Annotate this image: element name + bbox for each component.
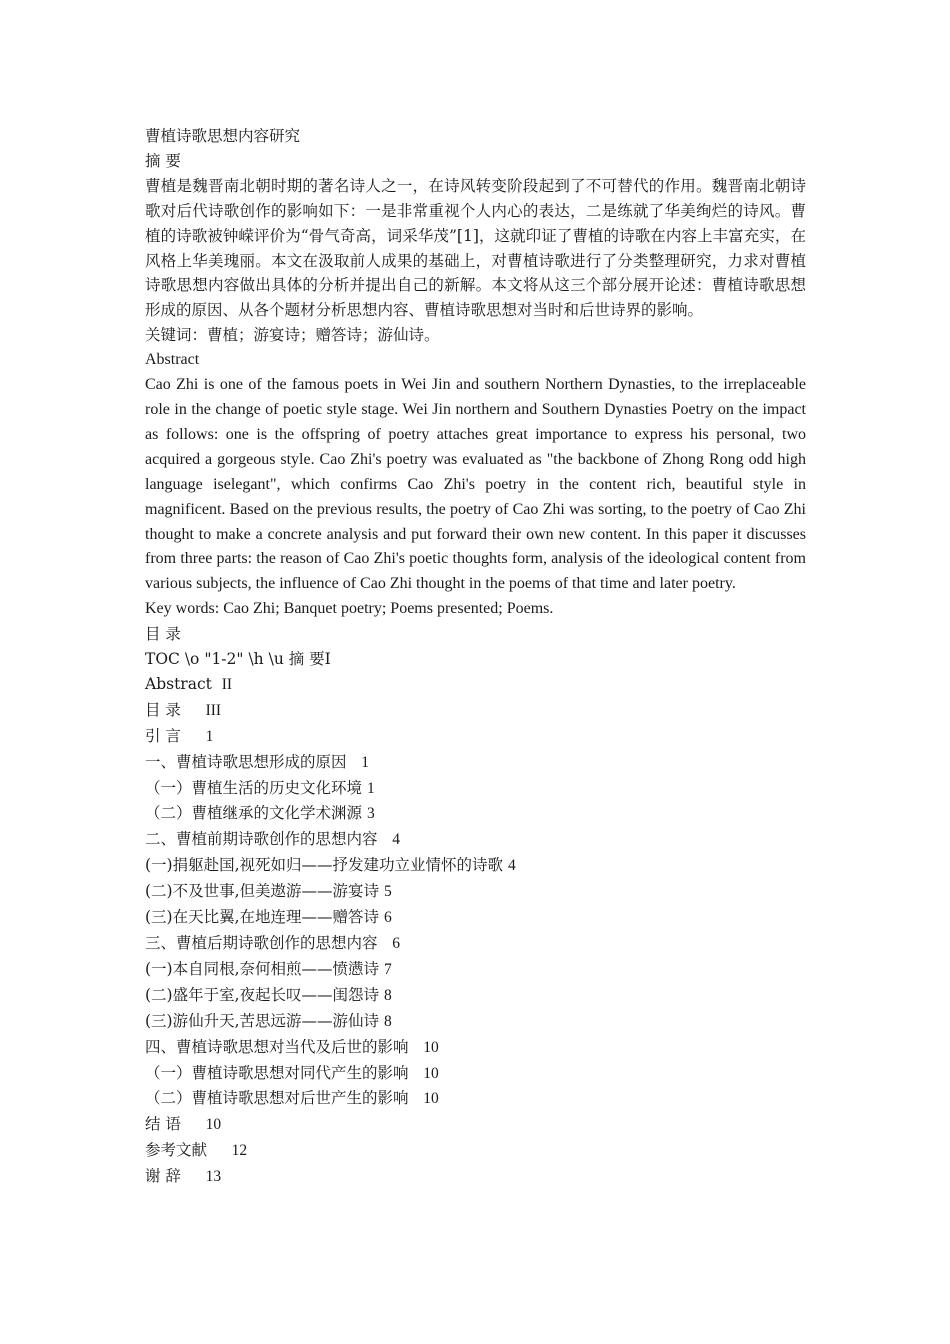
toc-entry-gap	[181, 701, 206, 719]
toc-entry-page-number: 6	[392, 935, 401, 952]
toc-entry-page-number: 10	[205, 1116, 222, 1134]
toc-entry[interactable]	[145, 879, 806, 905]
toc-entry[interactable]	[145, 931, 806, 957]
toc-entry-gap	[378, 830, 393, 848]
toc-entry-page-number: 13	[205, 1168, 222, 1186]
toc-entry-title: (三)在天比翼,在地连理——赠答诗	[145, 908, 380, 927]
toc-entry-title: （二）曹植诗歌思想对后世产生的影响	[145, 1089, 409, 1108]
toc-entry-title: (三)游仙升天,苦思远游——游仙诗	[145, 1011, 380, 1030]
toc-entry-page-number: 12	[231, 1142, 248, 1160]
toc-entry-title: 引 言	[145, 726, 181, 745]
toc-entry-gap	[409, 1064, 424, 1082]
toc-entry-link[interactable]	[145, 727, 213, 745]
toc-entry-page-number: 10	[423, 1064, 439, 1082]
toc-entry-title: （一）曹植生活的历史文化环境	[145, 778, 363, 797]
toc-entry[interactable]	[145, 957, 806, 983]
toc-entry-title: （二）曹植继承的文化学术渊源	[145, 804, 363, 823]
toc-entry-gap	[181, 1167, 206, 1185]
toc-entry-link[interactable]	[145, 1089, 439, 1107]
toc-entry[interactable]	[145, 1164, 806, 1190]
toc-entry[interactable]	[145, 776, 806, 802]
toc-entry-page-number: 4	[392, 831, 401, 849]
toc-entry[interactable]	[145, 853, 806, 879]
abstract-cn-body: 曹植是魏晋南北朝时期的著名诗人之一，在诗风转变阶段起到了不可替代的作用。魏晋南北朝诗歌对后代诗歌创作的影响如下：一是非常重视个人内心的表达，二是练就了华美绚烂的诗风。曹植的诗歌被钟嵘评价为“骨气奇高，词采华茂”[1]，这就印证了曹植的诗歌在内容上丰富充实，在风格上华美瑰丽。本文在汲取前人成果的基础上，对曹植诗歌进行了分类整理研究，力求对曹植诗歌思想内容做出具体的分析并提出自己的新解。本文将从这三个部分展开论述：曹植诗歌思想形成的原因、从各个题材分析思想内容、曹植诗歌思想对当时和后世诗界的影响。	[145, 176, 806, 320]
toc-entry-gap	[409, 1089, 424, 1107]
table-of-contents	[145, 672, 806, 1190]
toc-entry-title: 二、曹植前期诗歌创作的思想内容	[145, 830, 378, 849]
toc-entry-page-number: 8	[383, 1012, 392, 1030]
toc-entry-title: （一）曹植诗歌思想对同代产生的影响	[145, 1063, 409, 1082]
toc-entry[interactable]	[145, 827, 806, 853]
toc-entry[interactable]	[145, 983, 806, 1009]
toc-entry-link[interactable]	[145, 701, 221, 719]
toc-entry-page-number: 4	[507, 857, 516, 875]
toc-entry[interactable]	[145, 801, 806, 827]
abstract-en-body: Cao Zhi is one of the famous poets in Wei Jin and southern Northern Dynasties, to the irreplaceable role in the change of poetic style stage. Wei Jin northern and Southern Dynasties Poetry on the impact as follows: one is the offspring of poetry attaches great importance to express his personal, two acquired a gorgeous style. Cao Zhi's poetry was evaluated as "the backbone of Zhong Rong odd high language iselegant", which confirms Cao Zhi's poetry in the content rich, beautiful style in magnificent. Based on the previous results, the poetry of Cao Zhi was sorting, to the poetry of Cao Zhi thought to make a concrete analysis and put forward their own new content. In this paper it discusses from three parts: the reason of Cao Zhi's poetic thoughts form, analysis of the ideological content from various subjects, the influence of Cao Zhi thought in the poems of that time and later poetry.	[145, 376, 806, 593]
toc-entry-link[interactable]	[145, 934, 400, 952]
toc-entry-link[interactable]	[145, 1038, 439, 1056]
toc-entry-link[interactable]	[145, 882, 392, 900]
abstract-en-heading: Abstract	[145, 351, 200, 369]
abstract-cn-heading: 摘 要	[145, 151, 181, 170]
keywords-en: Key words: Cao Zhi; Banquet poetry; Poems presented; Poems.	[145, 600, 554, 618]
toc-entry-link[interactable]	[145, 1115, 221, 1133]
toc-entry[interactable]	[145, 672, 806, 698]
toc-entry-gap	[347, 753, 362, 771]
toc-entry-link[interactable]	[145, 1064, 439, 1082]
toc-entry-title: 三、曹植后期诗歌创作的思想内容	[145, 934, 378, 952]
toc-entry-title: (二)盛年于室,夜起长叹——闺怨诗	[145, 985, 380, 1004]
toc-heading: 目 录	[145, 625, 181, 644]
keywords-cn: 关键词：曹植；游宴诗；赠答诗；游仙诗。	[145, 326, 440, 345]
toc-entry[interactable]	[145, 1035, 806, 1061]
toc-entry-title: Abstract	[145, 674, 212, 693]
toc-entry[interactable]	[145, 1086, 806, 1112]
toc-entry-link[interactable]	[145, 1167, 221, 1185]
toc-entry-page-number: 8	[383, 986, 392, 1004]
toc-entry-link[interactable]	[145, 779, 375, 797]
toc-entry-link[interactable]	[145, 908, 392, 926]
document-title: 曹植诗歌思想内容研究	[145, 127, 301, 145]
toc-entry[interactable]	[145, 750, 806, 776]
document-page	[145, 124, 806, 1190]
toc-entry-title: (一)本自同根,奈何相煎——愤懑诗	[145, 959, 380, 978]
toc-entry-link[interactable]	[145, 804, 375, 822]
toc-entry-title: 目 录	[145, 700, 181, 719]
toc-entry[interactable]	[145, 1138, 806, 1164]
toc-entry[interactable]	[145, 905, 806, 931]
toc-entry-title: 参考文献	[145, 1141, 208, 1160]
toc-entry-link[interactable]	[145, 1141, 247, 1159]
toc-entry-link[interactable]	[145, 856, 516, 874]
toc-entry[interactable]	[145, 1112, 806, 1138]
toc-entry-title: (一)捐躯赴国,视死如归——抒发建功立业情怀的诗歌	[145, 856, 504, 875]
toc-entry[interactable]	[145, 698, 806, 724]
toc-entry-page-number: 3	[366, 805, 375, 823]
toc-field-code: TOC \o "1-2" \h \u 摘 要I	[145, 650, 331, 669]
toc-entry-page-number: 6	[383, 909, 392, 927]
toc-entry-page-number: 1	[205, 727, 214, 745]
toc-entry-gap	[378, 934, 393, 952]
toc-entry-page-number: III	[205, 701, 222, 719]
toc-entry-title: 谢 辞	[145, 1167, 181, 1186]
toc-entry-page-number: 10	[423, 1038, 439, 1056]
toc-entry[interactable]	[145, 1061, 806, 1087]
toc-entry-title: (二)不及世事,但美遨游——游宴诗	[145, 882, 380, 901]
toc-entry-gap	[207, 1141, 232, 1159]
toc-entry-gap	[181, 727, 206, 745]
toc-entry-link[interactable]	[145, 753, 369, 771]
toc-entry-page-number: II	[221, 675, 233, 693]
toc-entry-link[interactable]	[145, 960, 392, 978]
toc-entry-gap	[212, 675, 222, 693]
toc-entry-page-number: 5	[383, 883, 392, 901]
toc-entry-link[interactable]	[145, 830, 400, 848]
toc-entry-gap	[181, 1115, 206, 1133]
toc-entry-gap	[409, 1038, 424, 1056]
toc-entry[interactable]	[145, 1009, 806, 1035]
toc-entry-page-number: 1	[366, 779, 375, 797]
toc-entry-page-number: 7	[383, 960, 392, 978]
toc-entry-link[interactable]	[145, 1012, 392, 1030]
toc-entry-page-number: 1	[361, 753, 370, 771]
toc-entry-title: 四、曹植诗歌思想对当代及后世的影响	[145, 1037, 409, 1056]
toc-entry-link[interactable]	[145, 675, 232, 693]
toc-entry-link[interactable]	[145, 986, 392, 1004]
toc-entry-title: 一、曹植诗歌思想形成的原因	[145, 752, 347, 771]
toc-entry-page-number: 10	[423, 1090, 439, 1108]
toc-entry[interactable]	[145, 724, 806, 750]
toc-entry-title: 结 语	[145, 1115, 181, 1134]
